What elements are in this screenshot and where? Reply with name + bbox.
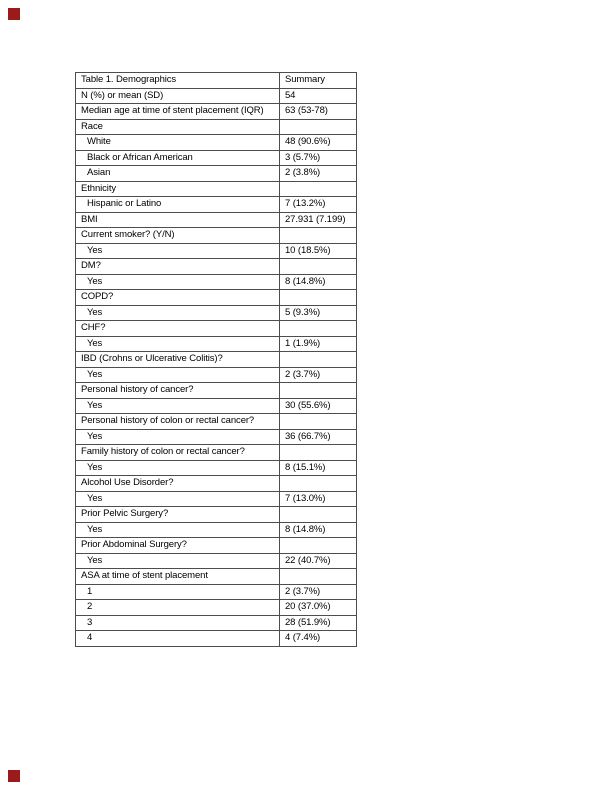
table-row — [76, 429, 357, 445]
table-row — [76, 600, 357, 616]
row-value: 48 (90.6%) — [280, 135, 357, 151]
table-row — [76, 181, 357, 197]
table-row — [76, 631, 357, 647]
row-value: 20 (37.0%) — [280, 600, 357, 616]
summary-header-cell: Summary — [280, 73, 357, 89]
table-row — [76, 88, 357, 104]
row-label: White — [76, 135, 280, 151]
row-value: 27.931 (7.199) — [280, 212, 357, 228]
row-label: BMI — [76, 212, 280, 228]
table-row — [76, 166, 357, 182]
corner-marker-top-left — [8, 8, 20, 20]
row-value — [280, 228, 357, 244]
table-row — [76, 259, 357, 275]
row-label: Personal history of cancer? — [76, 383, 280, 399]
row-label: 2 — [76, 600, 280, 616]
row-label: Race — [76, 119, 280, 135]
row-label: ASA at time of stent placement — [76, 569, 280, 585]
row-value: 30 (55.6%) — [280, 398, 357, 414]
row-value — [280, 445, 357, 461]
row-label: Yes — [76, 243, 280, 259]
table-row — [76, 290, 357, 306]
table-body — [76, 73, 357, 647]
row-value — [280, 321, 357, 337]
row-value — [280, 119, 357, 135]
row-value: 8 (15.1%) — [280, 460, 357, 476]
row-value: 2 (3.8%) — [280, 166, 357, 182]
table-row — [76, 460, 357, 476]
table-row — [76, 135, 357, 151]
row-label: Current smoker? (Y/N) — [76, 228, 280, 244]
row-label: Hispanic or Latino — [76, 197, 280, 213]
row-value — [280, 414, 357, 430]
row-label: CHF? — [76, 321, 280, 337]
table-header-row — [76, 73, 357, 89]
row-label: COPD? — [76, 290, 280, 306]
row-label: 3 — [76, 615, 280, 631]
demographics-table — [75, 72, 357, 647]
table-row — [76, 584, 357, 600]
corner-marker-bottom-left — [8, 770, 20, 782]
row-label: Yes — [76, 367, 280, 383]
row-value — [280, 290, 357, 306]
row-label: Yes — [76, 336, 280, 352]
row-label: Median age at time of stent placement (IQR) — [76, 104, 280, 120]
table-row — [76, 414, 357, 430]
row-label: IBD (Crohns or Ulcerative Colitis)? — [76, 352, 280, 368]
row-label: Black or African American — [76, 150, 280, 166]
table-row — [76, 243, 357, 259]
table-row — [76, 553, 357, 569]
row-value — [280, 476, 357, 492]
table-row — [76, 197, 357, 213]
row-value: 36 (66.7%) — [280, 429, 357, 445]
row-label: Yes — [76, 522, 280, 538]
row-label: Prior Pelvic Surgery? — [76, 507, 280, 523]
row-label: Yes — [76, 553, 280, 569]
table-row — [76, 476, 357, 492]
row-value: 2 (3.7%) — [280, 584, 357, 600]
row-value: 54 — [280, 88, 357, 104]
table-row — [76, 445, 357, 461]
table-row — [76, 507, 357, 523]
row-label: Family history of colon or rectal cancer? — [76, 445, 280, 461]
row-label: Yes — [76, 398, 280, 414]
table-row — [76, 383, 357, 399]
row-value: 4 (7.4%) — [280, 631, 357, 647]
table-row — [76, 615, 357, 631]
row-value: 63 (53-78) — [280, 104, 357, 120]
row-label: 1 — [76, 584, 280, 600]
row-value — [280, 507, 357, 523]
row-value: 8 (14.8%) — [280, 522, 357, 538]
row-value: 28 (51.9%) — [280, 615, 357, 631]
table-row — [76, 119, 357, 135]
table-row — [76, 321, 357, 337]
row-value: 7 (13.0%) — [280, 491, 357, 507]
table-row — [76, 569, 357, 585]
table-row — [76, 367, 357, 383]
row-label: Yes — [76, 491, 280, 507]
row-label: Yes — [76, 305, 280, 321]
row-value: 10 (18.5%) — [280, 243, 357, 259]
row-label: Personal history of colon or rectal cancer? — [76, 414, 280, 430]
row-value — [280, 352, 357, 368]
table-row — [76, 491, 357, 507]
row-label: 4 — [76, 631, 280, 647]
table-row — [76, 104, 357, 120]
table-row — [76, 150, 357, 166]
row-label: N (%) or mean (SD) — [76, 88, 280, 104]
row-value: 8 (14.8%) — [280, 274, 357, 290]
row-value: 7 (13.2%) — [280, 197, 357, 213]
table-row — [76, 538, 357, 554]
row-label: Yes — [76, 460, 280, 476]
row-value: 2 (3.7%) — [280, 367, 357, 383]
row-value — [280, 538, 357, 554]
row-value — [280, 259, 357, 275]
table-row — [76, 522, 357, 538]
row-value: 1 (1.9%) — [280, 336, 357, 352]
row-label: Ethnicity — [76, 181, 280, 197]
table-row — [76, 305, 357, 321]
row-value: 22 (40.7%) — [280, 553, 357, 569]
table-row — [76, 398, 357, 414]
row-value — [280, 181, 357, 197]
row-label: Asian — [76, 166, 280, 182]
row-value — [280, 569, 357, 585]
row-value — [280, 383, 357, 399]
table-row — [76, 228, 357, 244]
table-row — [76, 336, 357, 352]
table-title-cell: Table 1. Demographics — [76, 73, 280, 89]
table-row — [76, 212, 357, 228]
row-label: Prior Abdominal Surgery? — [76, 538, 280, 554]
row-label: DM? — [76, 259, 280, 275]
row-label: Yes — [76, 429, 280, 445]
table-row — [76, 274, 357, 290]
row-label: Alcohol Use Disorder? — [76, 476, 280, 492]
row-label: Yes — [76, 274, 280, 290]
row-value: 5 (9.3%) — [280, 305, 357, 321]
row-value: 3 (5.7%) — [280, 150, 357, 166]
table-row — [76, 352, 357, 368]
